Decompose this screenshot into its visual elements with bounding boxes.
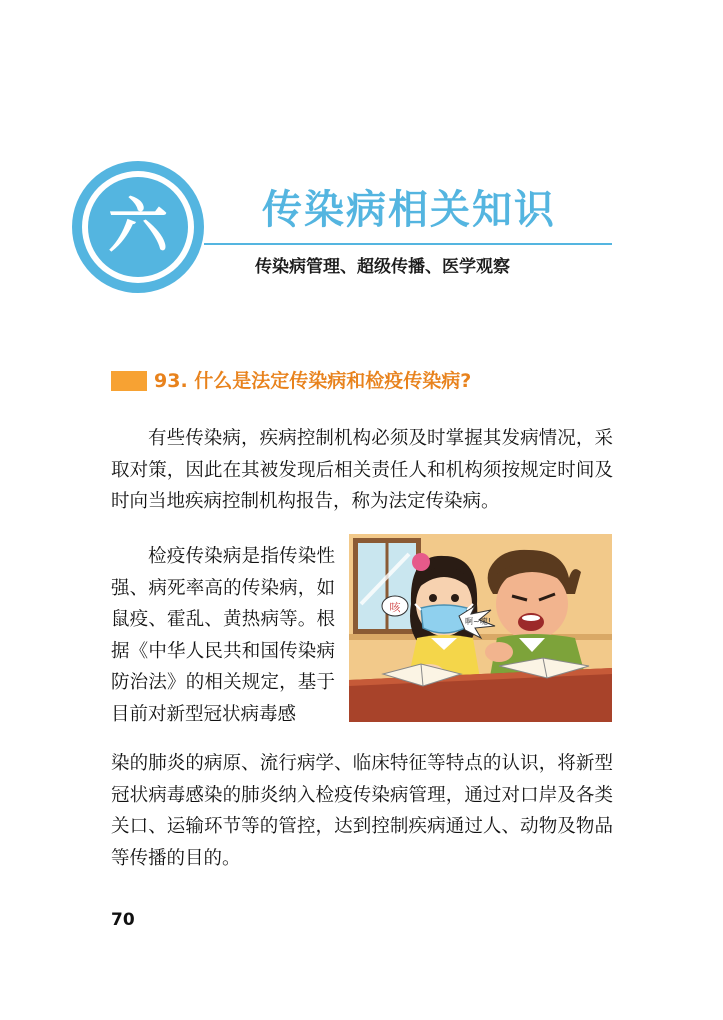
title-divider [204,243,612,245]
paragraph-quarantine-continued: 染的肺炎的病原、流行病学、临床特征等特点的认识，将新型冠状病毒感染的肺炎纳入检疫传染病管理，通过对口岸及各类关口、运输环节等的管控，达到控制疾病通过人、动物及物品等传播的目的。 [111,753,613,869]
illustration-coughing-students [349,534,612,722]
paragraph-legal-infectious-disease: 有些传染病，疾病控制机构必须及时掌握其发病情况，采取对策，因此在其被发现后相关责任人和机构须按规定时间及时向当地疾病控制机构报告，称为法定传染病。 [111,428,613,512]
cough-label-left [382,596,408,616]
chapter-number: 六 [108,192,168,262]
chapter-badge-ring [82,171,194,283]
chapter-badge-core [88,177,188,277]
paragraph-quarantine-disease: 检疫传染病是指传染性强、病死率高的传染病，如鼠疫、霍乱、黄热病等。根据《中华人民共和国传染病防治法》的相关规定，基于目前对新型冠状病毒感 [111,546,335,725]
svg-text:咳: 咳 [389,601,401,614]
page-number: 70 [111,910,135,930]
chapter-subtitle: 传染病管理、超级传播、医学观察 [255,257,510,277]
section-marker [111,371,147,391]
section-heading: 93. 什么是法定传染病和检疫传染病? [154,370,472,392]
illustration-svg [349,534,612,722]
chapter-badge [72,161,204,293]
chapter-title: 传染病相关知识 [262,187,556,233]
svg-text:啊~嚏!: 啊~嚏! [465,617,491,626]
